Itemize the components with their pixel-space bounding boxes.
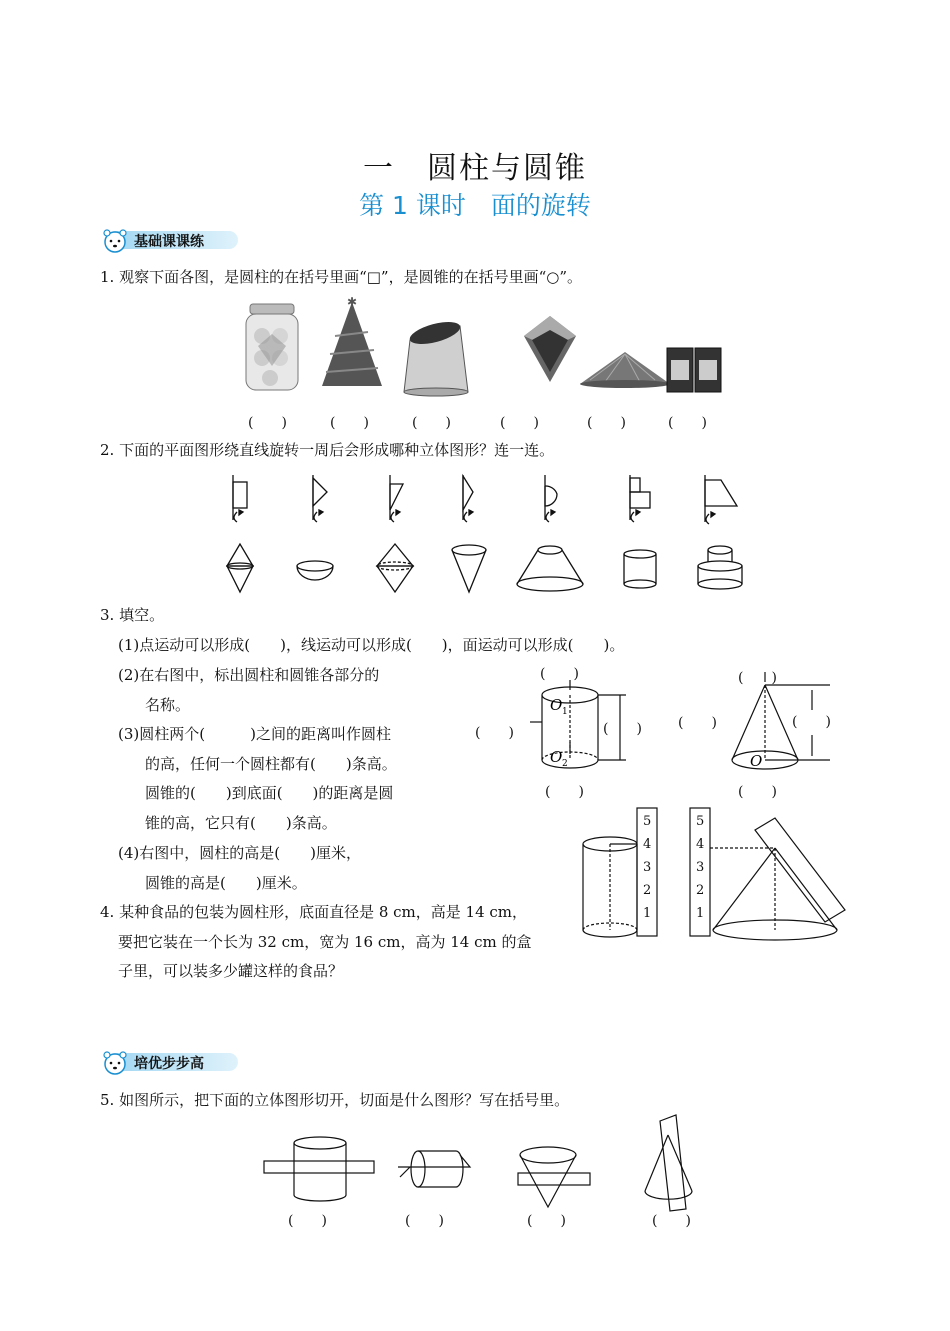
q1-blank-5[interactable]: ( ) xyxy=(587,415,626,431)
q5-blank-2[interactable]: ( ) xyxy=(405,1213,444,1229)
chapter-title: 一 圆柱与圆锥 xyxy=(363,151,587,186)
ruler-ticks xyxy=(643,814,704,921)
solid-frustum xyxy=(517,546,583,591)
section-title-basic: 基础课课练 xyxy=(134,234,204,250)
solid-cylinder xyxy=(624,550,656,588)
question-5-figures xyxy=(260,1115,720,1210)
glass-jar-image xyxy=(246,304,298,390)
plane-quarter-circle xyxy=(545,475,557,522)
plane-trapezoid xyxy=(705,475,737,524)
ruler2-number-2: 2 xyxy=(696,883,705,898)
plane-triangle xyxy=(390,475,403,522)
section-title-advanced: 培优步步高 xyxy=(134,1056,204,1072)
q5-blank-1[interactable]: ( ) xyxy=(288,1213,327,1229)
q1-blank-4[interactable]: ( ) xyxy=(500,415,539,431)
question-3-ruler-diagrams xyxy=(580,800,850,940)
plane-rectangle xyxy=(233,475,247,522)
ruler2-number-3: 3 xyxy=(696,860,705,875)
center-o1-label: O xyxy=(550,696,563,714)
section-banner-advanced xyxy=(100,1050,240,1076)
question-1-images xyxy=(240,296,730,396)
conical-hat-image xyxy=(580,352,670,388)
question-3-line-1: (1)点运动可以形成( )，线运动可以形成( )，面运动可以形成( )。 xyxy=(118,636,625,654)
q1-blank-2[interactable]: ( ) xyxy=(330,415,369,431)
ruler-number-3: 3 xyxy=(643,860,652,875)
question-4-line-3: 子里，可以装多少罐这样的食品？ xyxy=(118,962,344,980)
question-2-figures xyxy=(215,470,755,600)
tea-cans-image xyxy=(667,348,721,392)
cylinder-label-bottom[interactable]: ( ) xyxy=(545,784,584,800)
question-3-line-4b: 圆锥的高是( )厘米。 xyxy=(145,874,307,892)
plane-kite xyxy=(463,475,473,522)
ruler2-number-5: 5 xyxy=(696,814,705,829)
question-3-line-3b: 的高，任何一个圆柱都有( )条高。 xyxy=(145,755,397,773)
center-o1-subscript: 1 xyxy=(562,707,568,717)
solid-inverted-cone xyxy=(452,545,486,592)
solid-double-cone xyxy=(227,544,253,592)
section-banner-basic xyxy=(100,228,240,254)
cylinder-label-right[interactable]: ( ) xyxy=(603,721,642,737)
cone-label-top[interactable]: ( ) xyxy=(738,670,777,686)
question-2-text: 2. 下面的平面图形绕直线旋转一周后会形成哪种立体图形？连一连。 xyxy=(100,441,555,459)
center-o2-label: O xyxy=(550,748,563,766)
q1-blank-1[interactable]: ( ) xyxy=(248,415,287,431)
q1-blank-3[interactable]: ( ) xyxy=(412,415,451,431)
question-3-label-diagrams xyxy=(520,680,860,780)
cylinder-label-top[interactable]: ( ) xyxy=(540,666,579,682)
diamond-image xyxy=(524,316,576,382)
question-3-line-3d: 锥的高，它只有( )条高。 xyxy=(145,814,337,832)
question-1-text: 1. 观察下面各图，是圆柱的在括号里画“□”，是圆锥的在括号里画“○”。 xyxy=(100,268,583,286)
bear-mascot-icon xyxy=(100,1050,130,1076)
ruler2-number-4: 4 xyxy=(696,837,705,852)
q5-blank-3[interactable]: ( ) xyxy=(527,1213,566,1229)
question-4-line-2: 要把它装在一个长为 32 cm，宽为 16 cm，高为 14 cm 的盒 xyxy=(118,933,532,951)
cylinder-label-left[interactable]: ( ) xyxy=(475,725,514,741)
christmas-tree-image xyxy=(322,295,382,386)
plane-right-triangle xyxy=(313,475,327,522)
solid-stacked-cylinders xyxy=(698,546,742,589)
question-3-line-2b: 名称。 xyxy=(145,696,191,714)
plane-stacked-rectangles xyxy=(630,475,650,522)
question-3-line-3c: 圆锥的( )到底面( )的距离是圆 xyxy=(145,784,394,802)
lesson-title: 第 1 课时 面的旋转 xyxy=(359,191,591,220)
q1-blank-6[interactable]: ( ) xyxy=(668,415,707,431)
cone-label-left[interactable]: ( ) xyxy=(678,715,717,731)
ruler-number-4: 4 xyxy=(643,837,652,852)
svg-text:✱: ✱ xyxy=(347,295,358,309)
ruler2-number-1: 1 xyxy=(696,906,705,921)
cut-cylinder-horizontal xyxy=(264,1137,374,1201)
question-4-line-1: 4. 某种食品的包装为圆柱形，底面直径是 8 cm，高是 14 cm， xyxy=(100,903,528,921)
cone-label-right[interactable]: ( ) xyxy=(792,714,831,730)
ruler-number-5: 5 xyxy=(643,814,652,829)
cut-cone-vertical xyxy=(645,1115,692,1211)
center-o2-subscript: 2 xyxy=(562,759,568,769)
cone-label-bottom[interactable]: ( ) xyxy=(738,784,777,800)
cut-cylinder-side xyxy=(398,1151,470,1187)
question-3-line-3a: (3)圆柱两个( )之间的距离叫作圆柱 xyxy=(118,725,391,743)
solid-double-cone-wide xyxy=(377,544,413,592)
question-5-text: 5. 如图所示，把下面的立体图形切开，切面是什么图形？写在括号里。 xyxy=(100,1091,570,1109)
ruler-number-2: 2 xyxy=(643,883,652,898)
slanted-cup-image xyxy=(404,318,468,396)
bear-mascot-icon xyxy=(100,228,130,254)
question-3-line-2a: (2)在右图中，标出圆柱和圆锥各部分的 xyxy=(118,666,380,684)
ruler-number-1: 1 xyxy=(643,906,652,921)
q5-blank-4[interactable]: ( ) xyxy=(652,1213,691,1229)
cut-cone-inverted xyxy=(518,1147,590,1207)
solid-hemisphere xyxy=(297,561,333,580)
question-3-title: 3. 填空。 xyxy=(100,606,165,624)
center-o-label: O xyxy=(750,752,763,770)
question-3-line-4a: (4)右图中，圆柱的高是( )厘米， xyxy=(118,844,361,862)
